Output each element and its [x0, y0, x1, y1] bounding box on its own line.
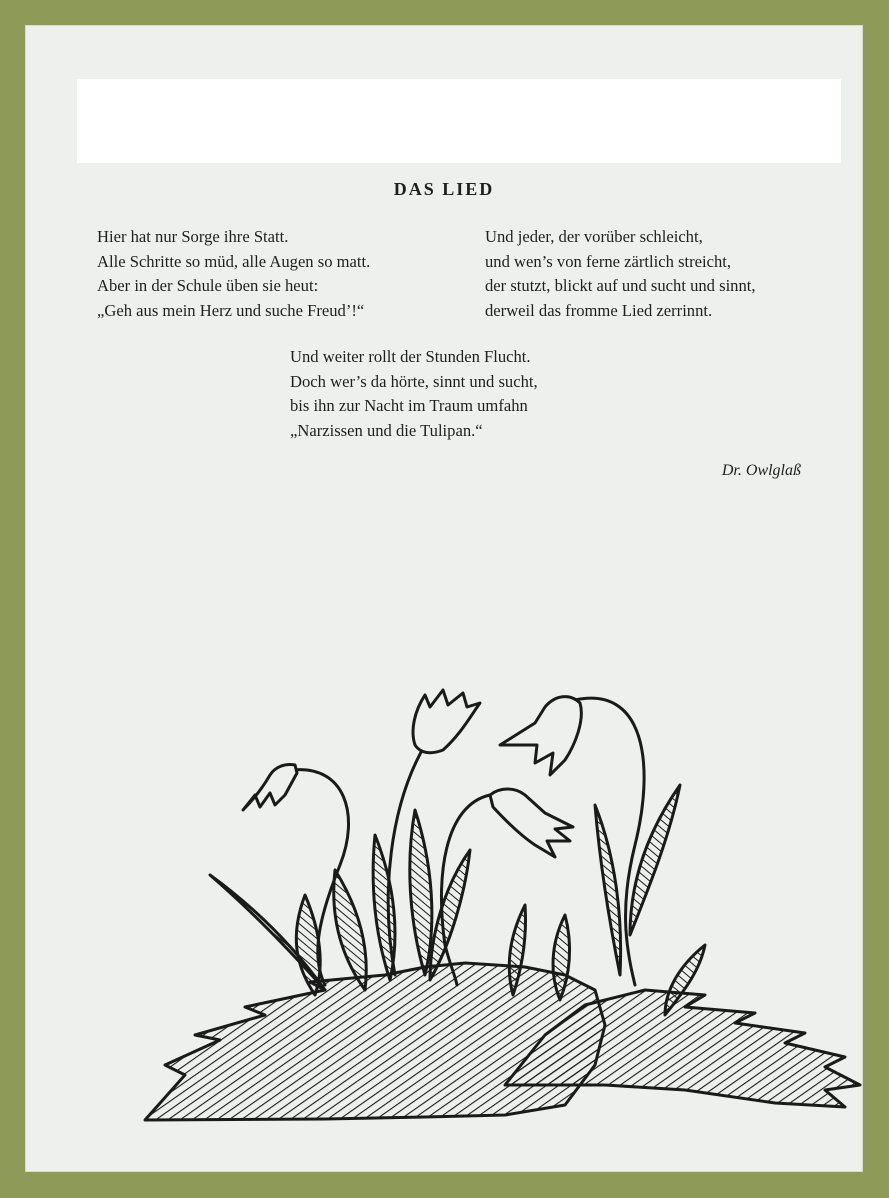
stem — [575, 698, 644, 985]
author-signature: Dr. Owlglaß — [721, 462, 801, 479]
stanza-line: Hier hat nur Sorge ihre Statt. — [97, 227, 289, 246]
stanza-line: Alle Schritte so müd, alle Augen so matt. — [97, 251, 371, 271]
stanza-line: Doch wer’s da hörte, sinnt und sucht, — [290, 371, 538, 391]
stanza-line: „Narzissen und die Tulipan.“ — [290, 420, 483, 440]
flower-head — [490, 789, 573, 857]
stanza-line: „Geh aus mein Herz und suche Freud’!“ — [97, 300, 365, 320]
flower-head — [500, 697, 581, 775]
blank-header-panel — [77, 79, 841, 163]
stanza-line: und wen’s von ferne zärtlich streicht, — [485, 251, 732, 271]
stanza-line: der stutzt, blickt auf und sucht und sinnt, — [485, 276, 756, 295]
stanza-line: Aber in der Schule üben sie heut: — [97, 276, 319, 295]
stanza-3 — [290, 345, 538, 443]
poem-page — [25, 25, 863, 1172]
flower-head — [413, 690, 480, 753]
stanza-1 — [97, 225, 370, 323]
leaf — [630, 785, 680, 935]
grass-mound-left — [145, 963, 605, 1120]
stanza-line: Und weiter rollt der Stunden Flucht. — [290, 347, 531, 366]
flower-head — [243, 764, 297, 810]
stanza-line: bis ihn zur Nacht im Traum umfahn — [290, 396, 528, 415]
poem-title: DAS LIED — [393, 179, 495, 199]
leaf — [410, 810, 432, 975]
stanza-line: derweil das fromme Lied zerrinnt. — [485, 300, 713, 320]
stanza-2 — [485, 225, 756, 323]
stanza-line: Und jeder, der vorüber schleicht, — [485, 227, 703, 246]
flowers-in-grass-icon — [125, 645, 863, 1125]
leaf — [334, 870, 367, 990]
leaf — [595, 805, 621, 975]
